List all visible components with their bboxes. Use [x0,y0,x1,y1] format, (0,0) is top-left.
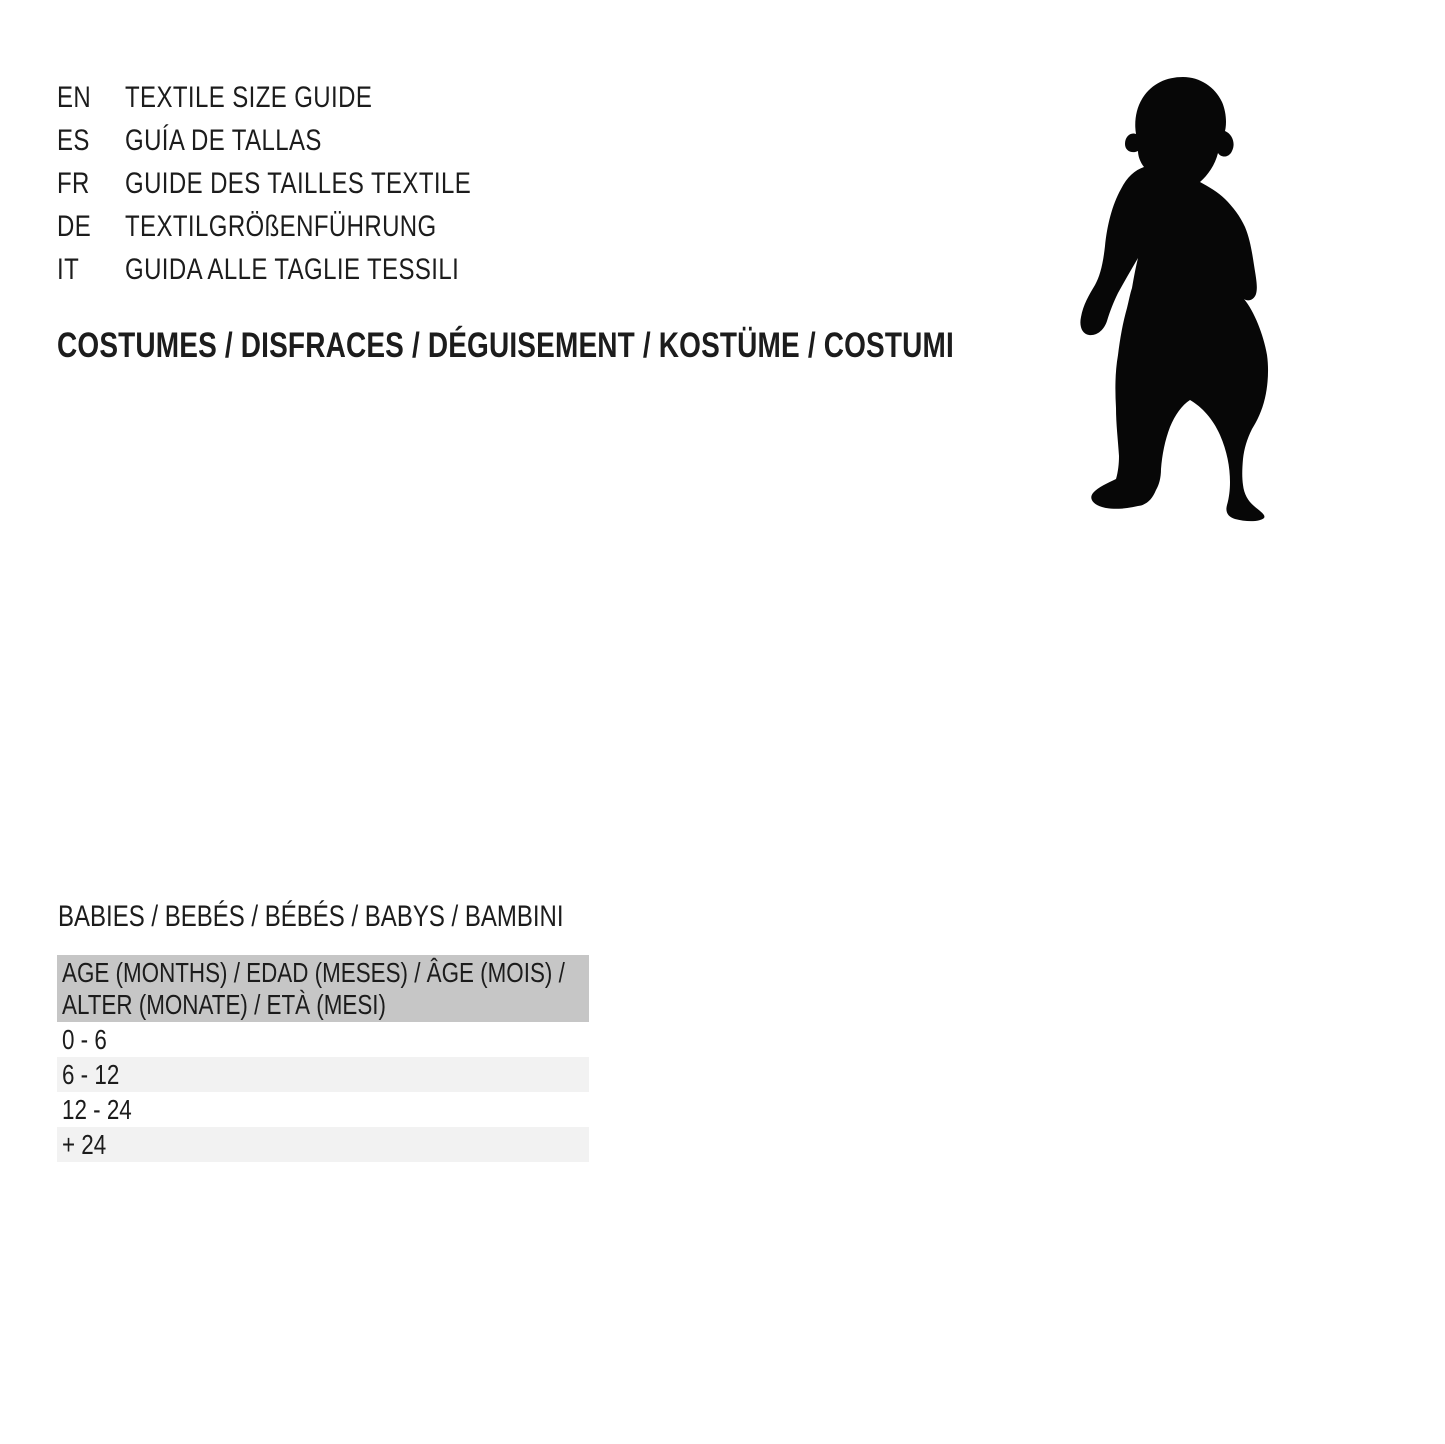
language-label: TEXTILGRÖßENFÜHRUNG [125,210,437,243]
baby-silhouette [1078,74,1273,524]
language-row-fr [57,162,558,205]
babies-section-title: BABIES / BEBÉS / BÉBÉS / BABYS / BAMBINI [58,900,564,933]
age-table-row: 6 - 12 [57,1057,589,1092]
age-table-row: + 24 [57,1127,589,1162]
language-code: EN [57,81,92,114]
age-table-row: 0 - 6 [62,1024,107,1055]
language-guide-list [57,76,558,291]
language-code: FR [57,167,90,200]
language-label: GUIDA ALLE TAGLIE TESSILI [125,253,460,286]
babies-age-table [57,955,589,1162]
age-table-row: 12 - 24 [62,1094,132,1125]
language-row-es [57,119,558,162]
language-row-en [57,76,558,119]
category-title: COSTUMES / DISFRACES / DÉGUISEMENT / KOSTÜME / COSTUMI [57,326,954,365]
language-code: ES [57,124,90,157]
age-table-header-line1: AGE (MONTHS) / EDAD (MESES) / ÂGE (MOIS) / [62,957,565,988]
language-label: GUIDE DES TAILLES TEXTILE [125,167,472,200]
language-code: IT [57,253,80,286]
age-table-header-line2: ALTER (MONATE) / ETÀ (MESI) [62,989,386,1020]
language-row-it [57,248,558,291]
language-label: GUÍA DE TALLAS [125,124,322,157]
language-code: DE [57,210,92,243]
language-row-de [57,205,558,248]
language-label: TEXTILE SIZE GUIDE [125,81,373,114]
age-table-header [57,955,589,1022]
